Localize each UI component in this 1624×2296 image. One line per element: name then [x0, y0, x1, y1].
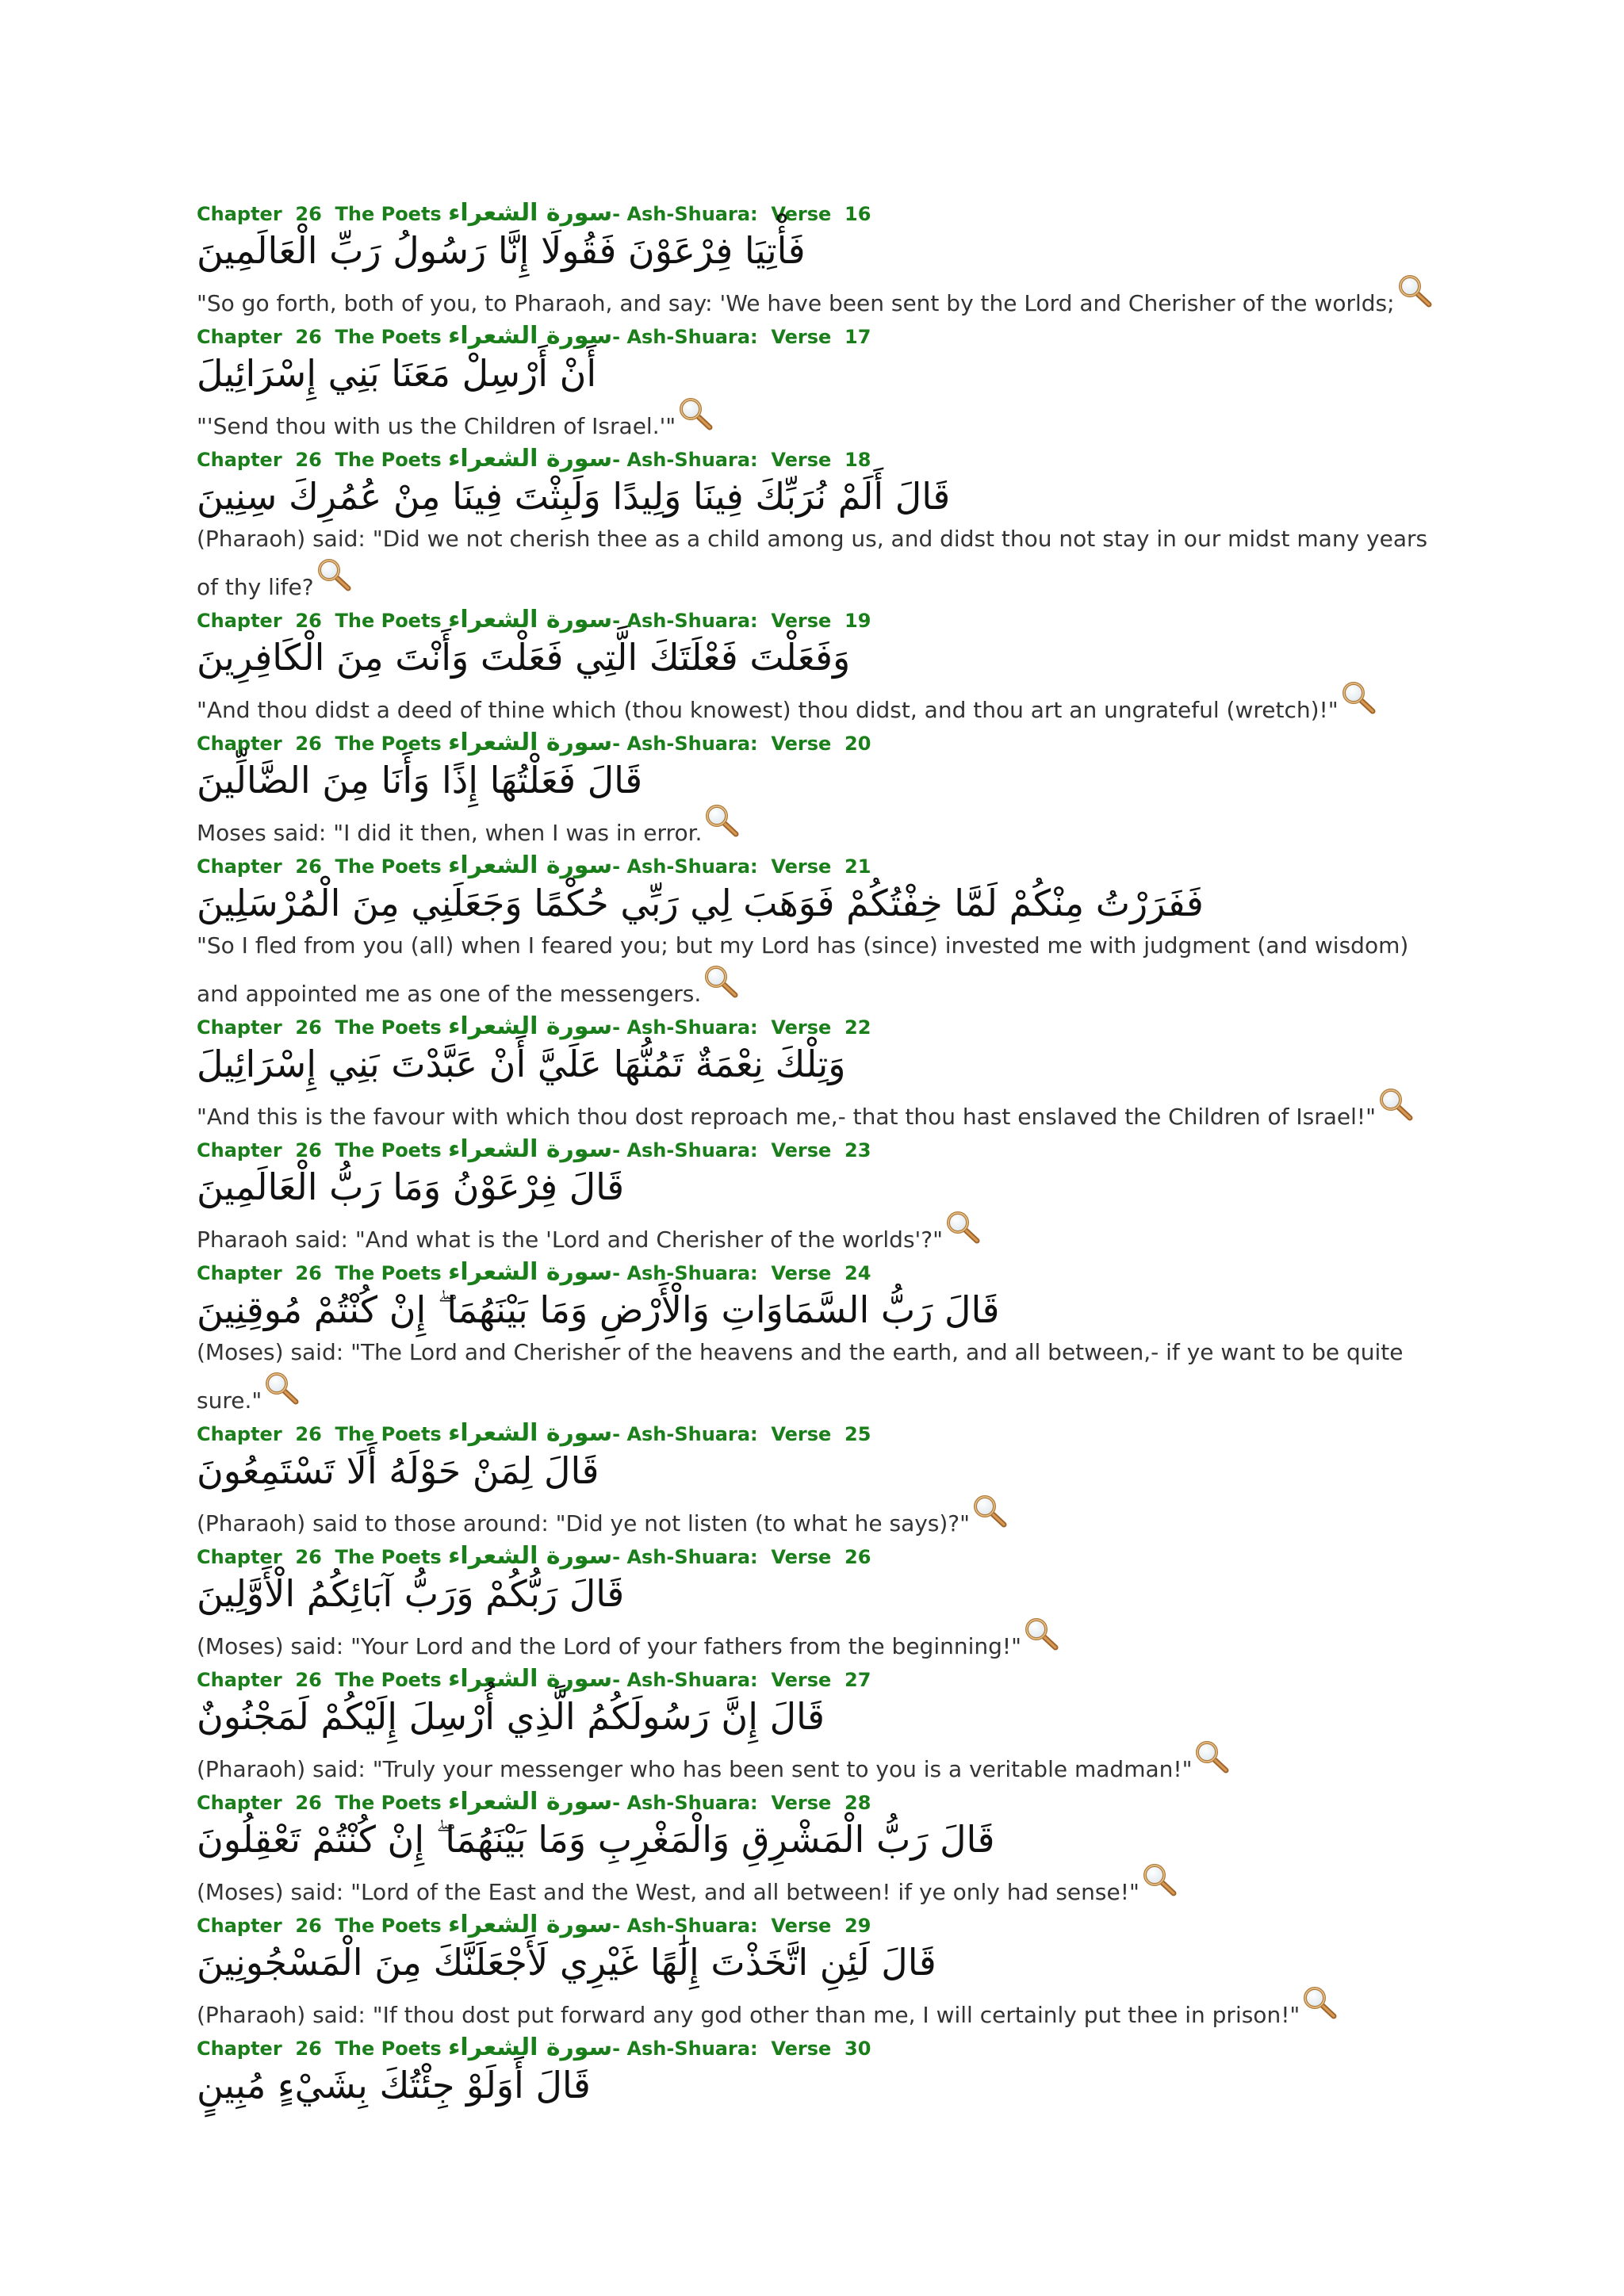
magnifier-icon[interactable]	[703, 965, 739, 998]
chapter-name-ar: سورة الشعراء	[448, 1012, 613, 1040]
arabic-text	[197, 1570, 1434, 1617]
arabic-text	[197, 1693, 1434, 1740]
arabic-text	[197, 473, 1434, 520]
verse-block	[197, 1911, 1434, 2034]
magnifier-icon[interactable]	[1023, 1617, 1059, 1651]
chapter-label: Chapter	[197, 2038, 282, 2060]
verse-list	[197, 200, 1434, 2109]
arabic-verse: قَالَ أَوَلَوْ جِئْتُكَ بِشَيْءٍ مُبِينٍ	[197, 2064, 591, 2107]
verse-number: 18	[845, 449, 871, 471]
verse-number: 25	[845, 1423, 871, 1445]
chapter-label: Chapter	[197, 1016, 282, 1039]
verse-header	[197, 200, 1434, 227]
verse-header	[197, 1013, 1434, 1040]
chapter-name-ar: سورة الشعراء	[448, 322, 613, 350]
chapter-label: Chapter	[197, 1915, 282, 1937]
verse-block	[197, 1543, 1434, 1666]
separator: -	[612, 203, 621, 225]
translation-text	[197, 1494, 1434, 1543]
chapter-translit: Ash-Shuara:	[626, 1915, 758, 1937]
chapter-name-ar: سورة الشعراء	[448, 2034, 613, 2061]
verse-number: 21	[845, 855, 871, 878]
chapter-name-en: The Poets	[335, 610, 442, 632]
chapter-name-ar: سورة الشعراء	[448, 1542, 613, 1570]
chapter-name-ar: سورة الشعراء	[448, 1419, 613, 1447]
separator: -	[612, 1669, 621, 1691]
translation: (Pharaoh) said: "If thou dost put forward any god other than me, I will certainly put thee in prison!"	[197, 2002, 1300, 2028]
chapter-name-en: The Poets	[335, 1915, 442, 1937]
arabic-text	[197, 350, 1434, 397]
verse-number: 24	[845, 1262, 871, 1284]
chapter-translit: Ash-Shuara:	[626, 1669, 758, 1691]
translation: "So go forth, both of you, to Pharaoh, and say: 'We have been sent by the Lord and Cherisher of the worlds;	[197, 290, 1395, 316]
verse-label: Verse	[771, 1262, 832, 1284]
translation: "'Send thou with us the Children of Israel.'"	[197, 413, 676, 439]
chapter-name-ar: سورة الشعراء	[448, 1258, 613, 1286]
chapter-translit: Ash-Shuara:	[626, 2038, 758, 2060]
chapter-name-ar: سورة الشعراء	[448, 199, 613, 227]
verse-label: Verse	[771, 1423, 832, 1445]
verse-header	[197, 2034, 1434, 2061]
chapter-number: 26	[295, 1016, 322, 1039]
chapter-number: 26	[295, 1139, 322, 1161]
verse-header	[197, 1543, 1434, 1570]
magnifier-icon[interactable]	[677, 397, 714, 430]
arabic-verse: قَالَ لَئِنِ اتَّخَذْتَ إِلَٰهًا غَيْرِي لَأَجْعَلَنَّكَ مِنَ الْمَسْجُونِينَ	[197, 1941, 936, 1984]
verse-header	[197, 729, 1434, 756]
verse-number: 30	[845, 2038, 871, 2060]
chapter-name-en: The Poets	[335, 203, 442, 225]
verse-number: 28	[845, 1792, 871, 1814]
chapter-number: 26	[295, 855, 322, 878]
verse-block	[197, 1666, 1434, 1789]
verse-block	[197, 852, 1434, 1013]
chapter-translit: Ash-Shuara:	[626, 733, 758, 755]
translation-text	[197, 397, 1434, 446]
translation: Pharaoh said: "And what is the 'Lord and Cherisher of the worlds'?"	[197, 1226, 943, 1253]
verse-header	[197, 323, 1434, 350]
chapter-name-en: The Poets	[335, 449, 442, 471]
arabic-verse: فَفَرَرْتُ مِنْكُمْ لَمَّا خِفْتُكُمْ فَوَهَبَ لِي رَبِّي حُكْمًا وَجَعَلَنِي مِنَ الْمُرْسَلِينَ	[197, 882, 1204, 924]
verse-label: Verse	[771, 1546, 832, 1568]
magnifier-icon[interactable]	[1301, 1986, 1338, 2019]
chapter-name-en: The Poets	[335, 2038, 442, 2060]
separator: -	[612, 1546, 621, 1568]
arabic-text	[197, 1447, 1434, 1494]
chapter-translit: Ash-Shuara:	[626, 1546, 758, 1568]
chapter-name-en: The Poets	[335, 1669, 442, 1691]
translation-text	[197, 1334, 1434, 1420]
arabic-text	[197, 1286, 1434, 1334]
verse-label: Verse	[771, 1016, 832, 1039]
arabic-verse: وَفَعَلْتَ فَعْلَتَكَ الَّتِي فَعَلْتَ وَأَنْتَ مِنَ الْكَافِرِينَ	[197, 636, 851, 679]
arabic-verse: أَنْ أَرْسِلْ مَعَنَا بَنِي إِسْرَائِيلَ	[197, 352, 597, 395]
chapter-name-ar: سورة الشعراء	[448, 1135, 613, 1163]
separator: -	[612, 855, 621, 878]
translation: Moses said: "I did it then, when I was in error.	[197, 820, 703, 846]
arabic-verse: قَالَ إِنَّ رَسُولَكُمُ الَّذِي أُرْسِلَ إِلَيْكُمْ لَمَجْنُونٌ	[197, 1695, 825, 1738]
verse-label: Verse	[771, 326, 832, 348]
verse-number: 17	[845, 326, 871, 348]
verse-number: 23	[845, 1139, 871, 1161]
translation-text	[197, 1863, 1434, 1911]
chapter-label: Chapter	[197, 733, 282, 755]
verse-number: 16	[845, 203, 871, 225]
arabic-verse: قَالَ لِمَنْ حَوْلَهُ أَلَا تَسْتَمِعُونَ	[197, 1449, 599, 1492]
verse-block	[197, 2034, 1434, 2109]
chapter-translit: Ash-Shuara:	[626, 1016, 758, 1039]
translation: (Pharaoh) said: "Truly your messenger who has been sent to you is a veritable madman!"	[197, 1756, 1193, 1782]
chapter-label: Chapter	[197, 1669, 282, 1691]
separator: -	[612, 1792, 621, 1814]
chapter-translit: Ash-Shuara:	[626, 1423, 758, 1445]
chapter-number: 26	[295, 326, 322, 348]
arabic-text	[197, 1938, 1434, 1986]
separator: -	[612, 1016, 621, 1039]
translation-text	[197, 804, 1434, 852]
verse-number: 26	[845, 1546, 871, 1568]
chapter-name-en: The Poets	[335, 1139, 442, 1161]
verse-header	[197, 852, 1434, 879]
chapter-label: Chapter	[197, 326, 282, 348]
arabic-verse: قَالَ فِرْعَوْنُ وَمَا رَبُّ الْعَالَمِينَ	[197, 1165, 625, 1208]
separator: -	[612, 1423, 621, 1445]
arabic-text	[197, 1163, 1434, 1211]
verse-header	[197, 607, 1434, 633]
arabic-text	[197, 756, 1434, 804]
translation-text	[197, 681, 1434, 729]
chapter-name-ar: سورة الشعراء	[448, 729, 613, 756]
chapter-label: Chapter	[197, 1139, 282, 1161]
magnifier-icon[interactable]	[703, 804, 740, 837]
arabic-verse: وَتِلْكَ نِعْمَةٌ تَمُنُّهَا عَلَيَّ أَنْ عَبَّدْتَ بَنِي إِسْرَائِيلَ	[197, 1043, 846, 1085]
translation: "And thou didst a deed of thine which (thou knowest) thou didst, and thou art an ungrateful (wretch)!"	[197, 697, 1339, 723]
arabic-verse: قَالَ أَلَمْ نُرَبِّكَ فِينَا وَلِيدًا وَلَبِثْتَ فِينَا مِنْ عُمُرِكَ سِنِينَ	[197, 475, 951, 518]
verse-label: Verse	[771, 449, 832, 471]
separator: -	[612, 610, 621, 632]
chapter-translit: Ash-Shuara:	[626, 1262, 758, 1284]
verse-block	[197, 1013, 1434, 1136]
arabic-text	[197, 227, 1434, 274]
chapter-name-en: The Poets	[335, 733, 442, 755]
verse-block	[197, 1259, 1434, 1420]
translation: "And this is the favour with which thou dost reproach me,- that thou hast enslaved the Children of Israel!"	[197, 1104, 1376, 1130]
verse-header	[197, 1666, 1434, 1693]
verse-block	[197, 607, 1434, 729]
separator: -	[612, 1915, 621, 1937]
verse-header	[197, 446, 1434, 473]
chapter-name-en: The Poets	[335, 1423, 442, 1445]
separator: -	[612, 733, 621, 755]
chapter-number: 26	[295, 733, 322, 755]
magnifier-icon[interactable]	[316, 558, 352, 591]
chapter-translit: Ash-Shuara:	[626, 1139, 758, 1161]
verse-header	[197, 1259, 1434, 1286]
chapter-number: 26	[295, 1546, 322, 1568]
translation: (Moses) said: "The Lord and Cherisher of the heavens and the earth, and all between,- if ye want to be quite sure."	[197, 1339, 1404, 1414]
verse-header	[197, 1420, 1434, 1447]
magnifier-icon[interactable]	[1141, 1863, 1178, 1896]
arabic-text	[197, 633, 1434, 681]
chapter-name-en: The Poets	[335, 1016, 442, 1039]
chapter-number: 26	[295, 1915, 322, 1937]
chapter-name-en: The Poets	[335, 855, 442, 878]
chapter-label: Chapter	[197, 1423, 282, 1445]
arabic-text	[197, 1040, 1434, 1088]
verse-number: 29	[845, 1915, 871, 1937]
verse-header	[197, 1911, 1434, 1938]
chapter-label: Chapter	[197, 855, 282, 878]
translation-text	[197, 274, 1434, 323]
verse-block	[197, 446, 1434, 607]
chapter-label: Chapter	[197, 1792, 282, 1814]
separator: -	[612, 326, 621, 348]
arabic-text	[197, 879, 1434, 927]
chapter-name-en: The Poets	[335, 326, 442, 348]
chapter-number: 26	[295, 1792, 322, 1814]
chapter-label: Chapter	[197, 610, 282, 632]
verse-block	[197, 1789, 1434, 1911]
chapter-label: Chapter	[197, 203, 282, 225]
chapter-translit: Ash-Shuara:	[626, 1792, 758, 1814]
chapter-name-ar: سورة الشعراء	[448, 606, 613, 633]
arabic-verse: قَالَ رَبُّ الْمَشْرِقِ وَالْمَغْرِبِ وَمَا بَيْنَهُمَا ۖ إِنْ كُنْتُمْ تَعْقِلُونَ	[197, 1818, 995, 1861]
magnifier-icon[interactable]	[971, 1494, 1008, 1528]
verse-label: Verse	[771, 1669, 832, 1691]
verse-number: 19	[845, 610, 871, 632]
chapter-number: 26	[295, 203, 322, 225]
chapter-name-ar: سورة الشعراء	[448, 1665, 613, 1693]
verse-number: 27	[845, 1669, 871, 1691]
verse-header	[197, 1136, 1434, 1163]
verse-number: 22	[845, 1016, 871, 1039]
translation-text	[197, 520, 1434, 607]
chapter-label: Chapter	[197, 1546, 282, 1568]
chapter-number: 26	[295, 1423, 322, 1445]
separator: -	[612, 1262, 621, 1284]
verse-number: 20	[845, 733, 871, 755]
verse-label: Verse	[771, 203, 832, 225]
chapter-name-en: The Poets	[335, 1262, 442, 1284]
arabic-verse: قَالَ فَعَلْتُهَا إِذًا وَأَنَا مِنَ الضَّالِّينَ	[197, 759, 643, 802]
verse-label: Verse	[771, 855, 832, 878]
chapter-name-ar: سورة الشعراء	[448, 1911, 613, 1938]
translation: "So I fled from you (all) when I feared you; but my Lord has (since) invested me with judgment (and wisdom) and appointed me as one of the messengers.	[197, 932, 1409, 1007]
chapter-translit: Ash-Shuara:	[626, 855, 758, 878]
arabic-verse: قَالَ رَبُّكُمْ وَرَبُّ آبَائِكُمُ الْأَوَّلِينَ	[197, 1572, 625, 1615]
verse-label: Verse	[771, 610, 832, 632]
translation-text	[197, 1986, 1434, 2034]
verse-label: Verse	[771, 1792, 832, 1814]
chapter-translit: Ash-Shuara:	[626, 203, 758, 225]
translation-text	[197, 1088, 1434, 1136]
chapter-translit: Ash-Shuara:	[626, 449, 758, 471]
verse-label: Verse	[771, 1139, 832, 1161]
chapter-number: 26	[295, 449, 322, 471]
chapter-number: 26	[295, 610, 322, 632]
magnifier-icon[interactable]	[1340, 681, 1377, 714]
translation-text	[197, 1740, 1434, 1789]
separator: -	[612, 449, 621, 471]
verse-block	[197, 1136, 1434, 1259]
verse-header	[197, 1789, 1434, 1816]
chapter-name-ar: سورة الشعراء	[448, 1788, 613, 1816]
verse-label: Verse	[771, 2038, 832, 2060]
arabic-text	[197, 2061, 1434, 2109]
chapter-label: Chapter	[197, 1262, 282, 1284]
chapter-translit: Ash-Shuara:	[626, 326, 758, 348]
translation-text	[197, 1211, 1434, 1259]
verse-block	[197, 1420, 1434, 1543]
translation: (Pharaoh) said: "Did we not cherish thee as a child among us, and didst thou not stay in our midst many years of thy life?	[197, 526, 1428, 600]
magnifier-icon[interactable]	[1377, 1088, 1414, 1121]
chapter-label: Chapter	[197, 449, 282, 471]
verse-block	[197, 729, 1434, 852]
arabic-verse: قَالَ رَبُّ السَّمَاوَاتِ وَالْأَرْضِ وَمَا بَيْنَهُمَا ۖ إِنْ كُنْتُمْ مُوقِنِينَ	[197, 1288, 1000, 1331]
verse-label: Verse	[771, 1915, 832, 1937]
chapter-translit: Ash-Shuara:	[626, 610, 758, 632]
chapter-name-ar: سورة الشعراء	[448, 445, 613, 473]
translation-text	[197, 1617, 1434, 1666]
chapter-number: 26	[295, 1262, 322, 1284]
translation: (Pharaoh) said to those around: "Did ye not listen (to what he says)?"	[197, 1510, 971, 1536]
chapter-name-en: The Poets	[335, 1546, 442, 1568]
magnifier-icon[interactable]	[263, 1372, 300, 1405]
chapter-name-ar: سورة الشعراء	[448, 851, 613, 879]
verse-label: Verse	[771, 733, 832, 755]
arabic-text	[197, 1816, 1434, 1863]
chapter-number: 26	[295, 2038, 322, 2060]
magnifier-icon[interactable]	[1396, 274, 1433, 308]
arabic-verse: فَأْتِيَا فِرْعَوْنَ فَقُولَا إِنَّا رَسُولُ رَبِّ الْعَالَمِينَ	[197, 229, 806, 272]
translation: (Moses) said: "Your Lord and the Lord of your fathers from the beginning!"	[197, 1633, 1021, 1659]
magnifier-icon[interactable]	[1193, 1740, 1230, 1774]
magnifier-icon[interactable]	[944, 1211, 981, 1244]
chapter-name-en: The Poets	[335, 1792, 442, 1814]
translation-text	[197, 927, 1434, 1013]
separator: -	[612, 2038, 621, 2060]
verse-block	[197, 323, 1434, 446]
separator: -	[612, 1139, 621, 1161]
chapter-number: 26	[295, 1669, 322, 1691]
verse-block	[197, 200, 1434, 323]
translation: (Moses) said: "Lord of the East and the West, and all between! if ye only had sense!"	[197, 1879, 1139, 1905]
